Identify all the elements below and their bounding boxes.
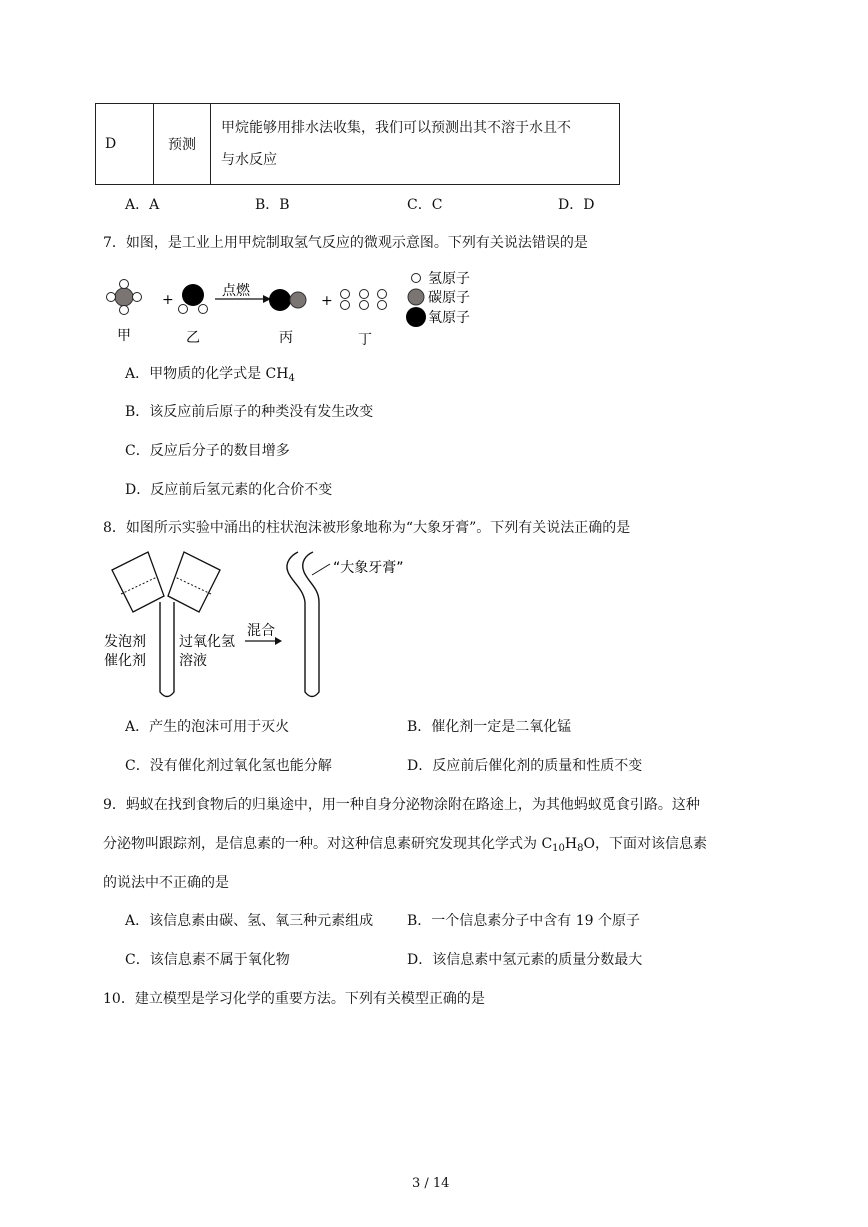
q6-option-a: A．A (125, 197, 160, 213)
q6-option-c: C．C (407, 197, 443, 213)
q8-stem: 8．如图所示实验中涌出的柱状泡沫被形象地称为“大象牙膏”。下列有关说法正确的是 (103, 520, 631, 536)
q9-stem-line-3: 的说法中不正确的是 (103, 875, 229, 891)
mix-label: 混合 (247, 623, 275, 639)
hydrogen-atom (341, 290, 350, 299)
label-yi: 乙 (186, 330, 200, 346)
q7-option-c: C．反应后分子的数目增多 (125, 443, 290, 459)
options-table (95, 103, 620, 185)
hydrogen-atom (360, 301, 369, 310)
q7-option-a-text: A．甲物质的化学式是 CH (125, 366, 289, 382)
reaction-diagram (95, 262, 495, 352)
hydrogen-atom (378, 290, 387, 299)
foam-label: “大象牙膏” (333, 560, 404, 576)
plus-sign: + (162, 292, 174, 308)
hydrogen-atom (378, 301, 387, 310)
q9-line2-suffix: O，下面对该信息素 (583, 836, 707, 852)
legend-oxygen: 氧原子 (428, 310, 470, 326)
q9-option-b: B．一个信息素分子中含有 19 个原子 (407, 913, 641, 929)
q9-subscript-hydrogen: 8 (577, 843, 584, 854)
foam-pointer-line (312, 564, 330, 575)
carbon-atom (290, 292, 306, 308)
q7-stem: 7．如图，是工业上用甲烷制取氢气反应的微观示意图。下列有关说法错误的是 (103, 235, 588, 251)
q6-option-b: B．B (255, 197, 290, 213)
q9-stem-line-2 (103, 834, 707, 859)
beaker-left (112, 552, 164, 612)
test-tube-right (305, 602, 319, 697)
q9-subscript-carbon: 10 (552, 843, 565, 854)
hydrogen-atom (341, 301, 350, 310)
q8-option-a: A．产生的泡沫可用于灭火 (125, 719, 290, 735)
oxygen-atom (269, 289, 291, 311)
hydrogen-atom (120, 306, 129, 315)
hydrogen-legend-icon (412, 274, 421, 283)
q8-option-d: D．反应前后催化剂的质量和性质不变 (407, 758, 643, 774)
hydrogen-atom (199, 305, 208, 314)
description-line-1: 甲烷能够用排水法收集，我们可以预测出其不溶于水且不 (221, 120, 571, 136)
water-molecule (179, 284, 208, 314)
hydrogen-atom (120, 280, 129, 289)
q7-option-d: D．反应前后氢元素的化合价不变 (125, 482, 333, 498)
foam-outline-left (287, 552, 305, 602)
label-jia: 甲 (117, 328, 131, 344)
carbon-monoxide-molecule (269, 289, 306, 311)
mix-arrow-head (275, 637, 282, 645)
label-hydrogen-peroxide: 过氧化氢 (179, 634, 235, 650)
q9-option-c: C．该信息素不属于氧化物 (125, 952, 290, 968)
q9-option-d: D．该信息素中氢元素的质量分数最大 (407, 952, 643, 968)
page-number: 3 / 14 (412, 1176, 450, 1191)
label-ding: 丁 (358, 332, 372, 348)
elephant-toothpaste-diagram (100, 550, 430, 705)
hydrogen-molecules (341, 290, 387, 310)
legend-carbon: 碳原子 (428, 290, 470, 306)
test-tube-left (160, 602, 174, 697)
carbon-legend-icon (408, 289, 424, 305)
oxygen-atom (182, 284, 204, 306)
q7-option-b: B．该反应前后原子的种类没有发生改变 (125, 404, 374, 420)
q6-option-d: D．D (558, 197, 595, 213)
q9-line2-text: 分泌物叫跟踪剂，是信息素的一种。对这种信息素研究发现其化学式为 C (103, 836, 553, 852)
label-catalyst: 催化剂 (104, 653, 146, 669)
q10-stem: 10．建立模型是学习化学的重要方法。下列有关模型正确的是 (103, 991, 485, 1007)
q9-option-a: A．该信息素由碳、氢、氧三种元素组成 (125, 913, 374, 929)
methane-molecule (107, 280, 142, 315)
q8-option-c: C．没有催化剂过氧化氢也能分解 (125, 758, 332, 774)
table-cell-letter: D (96, 104, 154, 185)
beaker-right (168, 552, 220, 612)
q9-stem-line-1: 9．蚂蚁在找到食物后的归巢途中，用一种自身分泌物涂附在路途上，为其他蚂蚁觅食引路。这种 (103, 797, 700, 813)
label-foaming-agent: 发泡剂 (104, 634, 146, 650)
reaction-condition: 点燃 (222, 283, 250, 299)
label-bing: 丙 (279, 330, 293, 346)
plus-sign: + (321, 293, 333, 309)
hydrogen-atom (179, 305, 188, 314)
hydrogen-atom (133, 293, 142, 302)
legend-hydrogen: 氢原子 (428, 271, 470, 287)
description-line-2: 与水反应 (221, 152, 277, 168)
oxygen-legend-icon (406, 307, 426, 327)
atom-legend (406, 271, 470, 327)
label-solution: 溶液 (179, 653, 207, 669)
hydrogen-atom (107, 293, 116, 302)
q7-option-a-subscript: 4 (288, 373, 295, 384)
q7-option-a (125, 364, 295, 389)
foam-outline-right (303, 552, 319, 602)
hydrogen-atom (360, 290, 369, 299)
q8-option-b: B．催化剂一定是二氧化锰 (407, 719, 572, 735)
carbon-atom (115, 288, 133, 306)
table-row (96, 104, 620, 185)
q9-formula-h: H (564, 836, 578, 852)
table-cell-category: 预测 (154, 104, 211, 185)
table-cell-description (211, 104, 620, 185)
